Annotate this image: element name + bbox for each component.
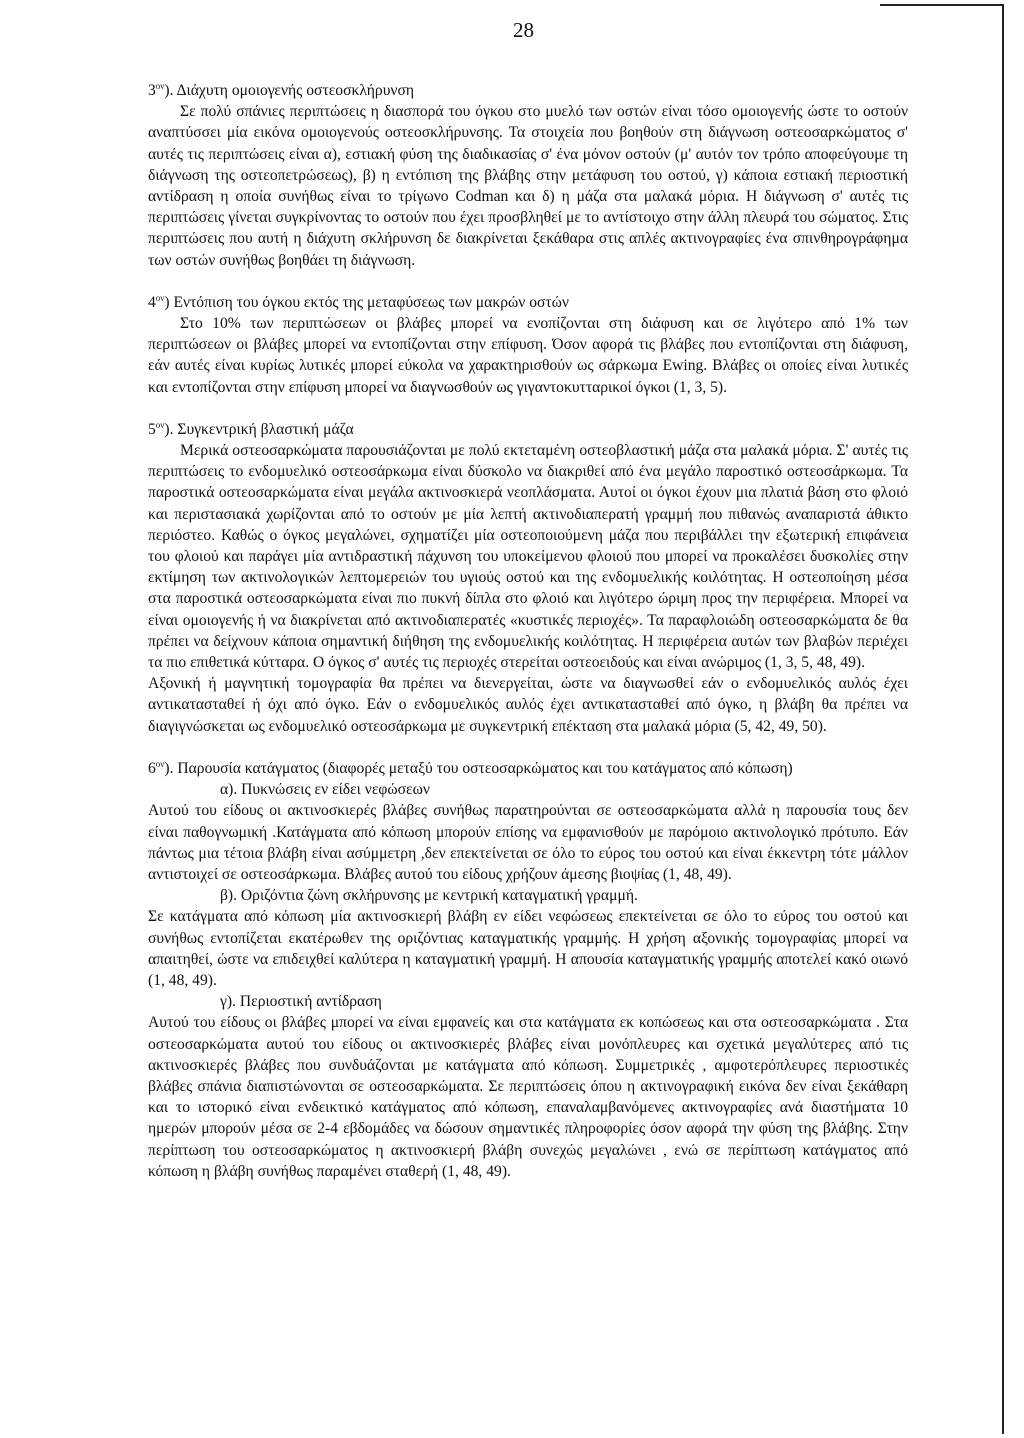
scan-border-top: [880, 4, 1004, 6]
document-body: [148, 80, 908, 1182]
scan-border-right: [1002, 4, 1004, 1434]
section-6-heading: $6^{o\nu}$). Παρουσία κατάγματος (διαφορές μεταξύ του οστεοσαρκώματος και του κατάγματος από κόπωση): [148, 758, 793, 777]
section-6a-paragraph: Αυτού του είδους οι ακτινοσκιερές βλάβες συνήθως παρατηρούνται σε οστεοσαρκώματα αλλά η παρουσία τους δεν είναι παθογνωμική .Κατάγματα από κόπωση μπορούν επίσης να εμφανισθούν με παρόμοιο ακτινολογικό πρότυπο. Εάν πάντως μια τέτοια βλάβη είναι ασύμμετρη ,δεν επεκτείνεται σε όλο το εύρος του οστού και είναι έκκεντρη τότε μάλλον αντιστοιχεί σε οστεοσάρκωμα. Βλάβες αυτού του είδους χρήζουν άμεσης βιοψίας (1, 48, 49).: [148, 802, 908, 883]
section-3-paragraph: Σε πολύ σπάνιες περιπτώσεις η διασπορά του όγκου στο μυελό των οστών είναι τόσο ομοιογενής ώστε το οστούν αναπτύσσει μία εικόνα ομοιογενούς οστεοσκλήρυνσης. Τα στοιχεία που βοηθούν στη διάγνωση οστεοσαρκώματος σ' αυτές τις περιπτώσεις είναι α), εστιακή φύση της διαδικασίας σ' ένα μόνον οστούν (μ' αυτόν τον τρόπο αποφεύγουμε τη διάγνωση της οστεοπετρώσεως), β) η εντόπιση της βλάβης στην μετάφυση του οστού, γ) κάποια εστιακή περιοστική αντίδραση η οποία συνήθως είναι το τρίγωνο Codman και δ) η μάζα στα μαλακά μόρια. Η διάγνωση σ' αυτές τις περιπτώσεις γίνεται συγκρίνοντας το οστούν που έχει προσβληθεί με το αντίστοιχο στην άλλη πλευρά του σώματος. Στις περιπτώσεις που αυτή η διάχυτη σκλήρυνση δε διακρίνεται ξεκάθαρα στις απλές ακτινογραφίες ένα σπινθηρογράφημα των οστών συνήθως βοηθάει τη διάγνωση.: [148, 103, 908, 269]
section-5-paragraph-1: Μερικά οστεοσαρκώματα παρουσιάζονται με πολύ εκτεταμένη οστεοβλαστική μάζα στα μαλακά μόρια. Σ' αυτές τις περιπτώσεις το ενδομυελικό οστεοσάρκωμα είναι δύσκολο να διακριθεί από ένα μεγάλο παροστικό οστεοσάρκωμα. Τα παροστικά οστεοσαρκώματα είναι μεγάλα ακτινοσκιερά νεοπλάσματα. Αυτοί οι όγκοι έχουν μια πλατιά βάση στο φλοιό και περιστασιακά χωρίζονται από το οστούν με μία λεπτή ακτινοδιαπερατή γραμμή που πιθανώς αναπαριστά άθικτο περιόστεο. Καθώς ο όγκος μεγαλώνει, σχηματίζει μία οστεοποιούμενη μάζα που περιβάλλει την εξωτερική επιφάνεια του φλοιού και παράγει μία αντιδραστική πάχυνση του υποκείμενου φλοιού που μπορεί να προκαλέσει δυσκολίες στην εκτίμηση των ακτινολογικών λεπτομερειών του υγιούς οστού και της ενδομυελικής κοιλότητας. Η οστεοποίηση μέσα στα παροστικά οστεοσαρκώματα είναι πιο πυκνή δίπλα στο φλοιό και λιγότερο ώριμη προς την περιφέρεια. Μπορεί να είναι ομοιογενής ή να διακρίνεται από ακτινοδιαπερατές «κυστικές περιοχές». Τα παραφλοιώδη οστεοσαρκώματα δε θα πρέπει να δείχνουν κάποια σημαντική διήθηση της ενδομυελικής κοιλότητας. Η περιφέρεια αυτών των βλαβών περιέχει τα πιο επιθετικά κύτταρα. Ο όγκος σ' αυτές τις περιοχές στερείται οστεοειδούς και είναι ανώριμος (1, 3, 5, 48, 49).: [148, 442, 908, 672]
section-6c-paragraph: Αυτού του είδους οι βλάβες μπορεί να είναι εμφανείς και στα κατάγματα εκ κοπώσεως και στα οστεοσαρκώματα . Στα οστεοσαρκώματα αυτού του είδους οι ακτινοσκιερές βλάβες είναι μονόπλευρες και σχετικά μεγαλύτερες από τις ακτινοσκιερές βλάβες που συνδυάζονται με κατάγματα από κόπωση. Συμμετρικές , αμφοτερόπλευρες περιοστικές βλάβες σπάνια διαπιστώνονται σε οστεοσαρκώματα. Σε περιπτώσεις όπου η ακτινογραφική εικόνα δεν είναι ξεκάθαρη και το ιστορικό είναι ενδεικτικό κατάγματος από κόπωση, επαναλαμβανόμενες ακτινογραφίες ανά διαστήματα 10 ημερών μπορούν μέσα σε 2-4 εβδομάδες να δώσουν σημαντικές πληροφορίες όσον αφορά την φύση της βλάβης. Στην περίπτωση του οστεοσαρκώματος η ακτινοσκιερή βλάβη συνεχώς μεγαλώνει , ενώ σε περίπτωση κατάγματος από κόπωση η βλάβη συνήθως παραμένει σταθερή (1, 48, 49).: [148, 1014, 908, 1180]
section-6b-paragraph: Σε κατάγματα από κόπωση μία ακτινοσκιερή βλάβη εν είδει νεφώσεως επεκτείνεται σε όλο το εύρος του οστού και συνήθως εντοπίζεται εκατέρωθεν της οριζόντιας καταγματικής γραμμής. Η χρήση αξονικής τομογραφίας μπορεί να απαιτηθεί, ώστε να επιδειχθεί καλύτερα η καταγματική γραμμή. Η απουσία καταγματικής γραμμής αποτελεί κακό οιωνό (1, 48, 49).: [148, 908, 908, 989]
page-number: 28: [513, 18, 534, 42]
section-6b-heading: β). Οριζόντια ζώνη σκλήρυνσης με κεντρική καταγματική γραμμή.: [220, 887, 638, 905]
section-5-paragraph-2: Αξονική ή μαγνητική τομογραφία θα πρέπει να διενεργείται, ώστε να διαγνωσθεί εάν ο ενδομυελικός αυλός έχει αντικατασταθεί ή όχι από όγκο. Εάν ο ενδομυελικός αυλός έχει αντικατασταθεί από όγκο, η βλάβη θα πρέπει να διαγιγνώσκεται ως ενδομυελικό οστεοσάρκωμα με συγκεντρική επέκταση στα μαλακά μόρια (5, 42, 49, 50).: [148, 675, 908, 735]
section-6a-heading: α). Πυκνώσεις εν είδει νεφώσεων: [220, 781, 430, 799]
section-5-heading: $5^{o\nu}$). Συγκεντρική βλαστική μάζα: [148, 419, 354, 438]
section-6c-heading: γ). Περιοστική αντίδραση: [220, 993, 382, 1011]
section-4-paragraph: Στο 10% των περιπτώσεων οι βλάβες μπορεί να ενοπίζονται στη διάφυση και σε λιγότερο από 1% των περιπτώσεων οι βλάβες μπορεί να εντοπίζονται στην επίφυση. Όσον αφορά τις βλάβες που εντοπίζονται στη διάφυση, εάν αυτές είναι κυρίως λυτικές μπορεί εύκολα να χαρακτηρισθούν ως σάρκωμα Ewing. Βλάβες οι οποίες είναι λυτικές και εντοπίζονται στην επίφυση μπορεί να διαγνωσθούν ως γιγαντοκυτταρικοί όγκοι (1, 3, 5).: [148, 315, 908, 396]
section-4-heading: $4^{o\nu}$) Εντόπιση του όγκου εκτός της μεταφύσεως των μακρών οστών: [148, 292, 569, 311]
section-3-heading: $3^{o\nu}$). Διάχυτη ομοιογενής οστεοσκλήρυνση: [148, 80, 415, 99]
